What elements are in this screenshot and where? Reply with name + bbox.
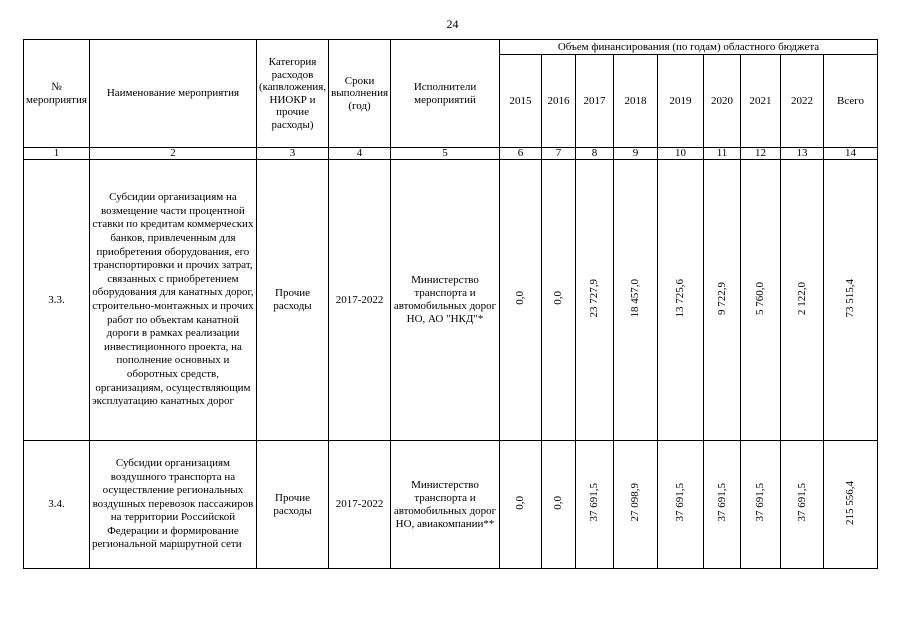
funding-table: [23, 39, 878, 569]
table-row: [24, 441, 878, 569]
column-number: 2: [89, 148, 256, 160]
header-year: 2020: [704, 55, 741, 148]
row-terms: 2017-2022: [329, 441, 391, 569]
row-num: 3.3.: [24, 160, 90, 441]
column-number: 12: [741, 148, 781, 160]
row-category: Прочие расходы: [256, 441, 328, 569]
row-value: 23 727,9: [576, 160, 614, 441]
column-number: 1: [24, 148, 90, 160]
row-value: 9 722,9: [704, 160, 741, 441]
row-value: 0,0: [500, 160, 542, 441]
column-number: 7: [542, 148, 576, 160]
row-value: 37 691,5: [576, 441, 614, 569]
header-year: 2021: [741, 55, 781, 148]
row-value: 37 691,5: [704, 441, 741, 569]
row-name: Субсидии организациям на возмещение части процентной ставки по кредитам коммерческих банков, привлеченным для приобретения оборудования, его транспортировки и прочих затрат, связанных с приобретением оборудования для канатных дорог, строительно-монтажных и прочих работ по объектам канатной дороги в рамках реализации инвестиционного проекта, на пополнение основных и оборотных средств, организациям, осуществляющим эксплуатацию канатных дорог: [89, 160, 256, 441]
column-number: 4: [329, 148, 391, 160]
row-total: 215 556,4: [824, 441, 878, 569]
row-value: 13 725,6: [658, 160, 704, 441]
row-executors: Министерство транспорта и автомобильных дорог НО, АО "НКД"*: [391, 160, 500, 441]
column-number: 13: [781, 148, 824, 160]
header-terms: Сроки выполнения (год): [329, 40, 391, 148]
row-value: 5 760,0: [741, 160, 781, 441]
column-number: 9: [614, 148, 658, 160]
row-category: Прочие расходы: [256, 160, 328, 441]
header-year: 2016: [542, 55, 576, 148]
page-number: 24: [446, 17, 459, 31]
row-value: 18 457,0: [614, 160, 658, 441]
row-value: 37 691,5: [741, 441, 781, 569]
header-year: 2019: [658, 55, 704, 148]
row-value: 0,0: [542, 160, 576, 441]
header-total: Всего: [824, 55, 878, 148]
header-executors: Исполнители мероприятий: [391, 40, 500, 148]
column-number: 10: [658, 148, 704, 160]
row-executors: Министерство транспорта и автомобильных дорог НО, авиакомпании**: [391, 441, 500, 569]
row-value: 27 098,9: [614, 441, 658, 569]
row-value: 37 691,5: [658, 441, 704, 569]
column-number: 5: [391, 148, 500, 160]
header-year: 2015: [500, 55, 542, 148]
row-total: 73 515,4: [824, 160, 878, 441]
row-num: 3.4.: [24, 441, 90, 569]
row-value: 2 122,0: [781, 160, 824, 441]
column-number: 6: [500, 148, 542, 160]
header-year: 2022: [781, 55, 824, 148]
row-terms: 2017-2022: [329, 160, 391, 441]
table-row: [24, 160, 878, 441]
column-number: 3: [256, 148, 328, 160]
header-num: № мероприятия: [24, 40, 90, 148]
header-year: 2018: [614, 55, 658, 148]
column-number: 14: [824, 148, 878, 160]
row-value: 0,0: [500, 441, 542, 569]
row-value: 37 691,5: [781, 441, 824, 569]
row-name: Субсидии организациям воздушного транспорта на осуществление региональных воздушных перевозок пассажиров на территории Российской Федерации и формирование региональной маршрутной сети: [89, 441, 256, 569]
header-funding-group: Объем финансирования (по годам) областного бюджета: [500, 40, 878, 55]
column-number: 11: [704, 148, 741, 160]
row-value: 0,0: [542, 441, 576, 569]
column-number-row: [24, 148, 878, 160]
column-number: 8: [576, 148, 614, 160]
header-category: Категория расходов (капвложения, НИОКР и прочие расходы): [256, 40, 328, 148]
header-year: 2017: [576, 55, 614, 148]
header-name: Наименование мероприятия: [89, 40, 256, 148]
